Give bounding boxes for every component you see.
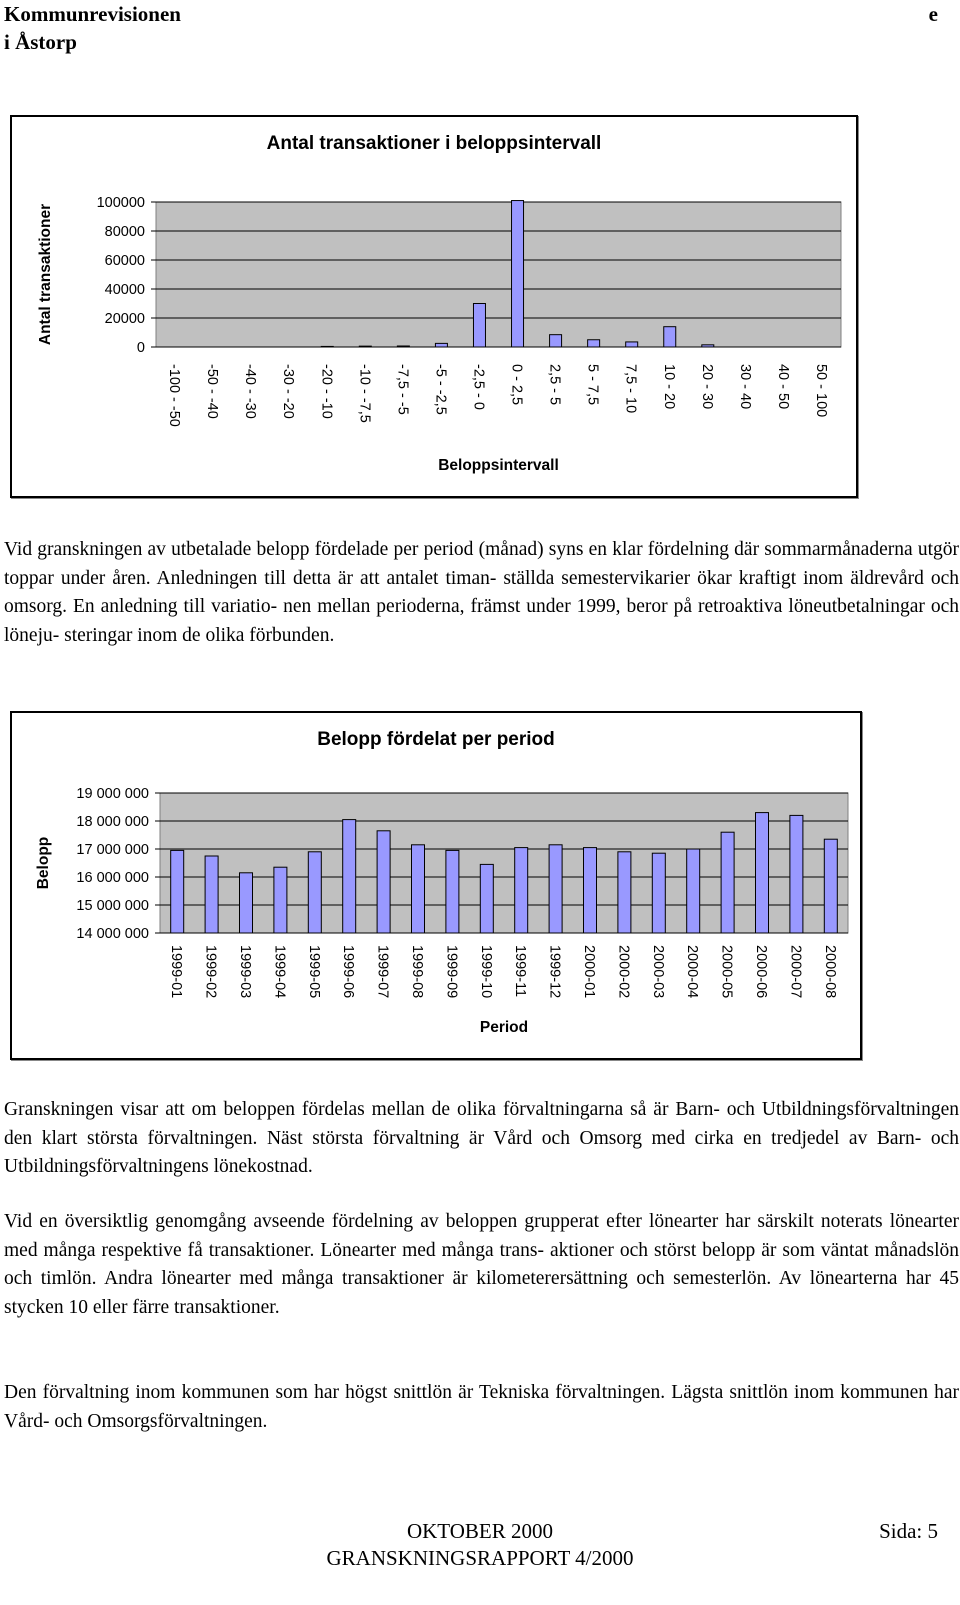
x-tick-label: -30 - -20 [280, 364, 297, 419]
y-tick-label: 100000 [96, 195, 145, 211]
bar [359, 346, 371, 347]
bar [790, 815, 803, 933]
bar [171, 850, 184, 933]
x-tick-label: 1999-07 [374, 945, 391, 999]
bar [618, 852, 631, 933]
bar [721, 832, 734, 933]
paragraph-period-distribution: Vid granskningen av utbetalade belopp fördelade per period (månad) syns en klar fördelning där sommarmånaderna utgör toppar under åren. Anledningen till detta är att antalet timan- ställda semestervikarier ökar kraftigt inom äldrevård och omsorg. En anledning till variatio- nen mellan perioderna, främst under 1999, beror på retroaktiva löneutbetalningar och löneju- steringar inom de olika förbunden. [4, 539, 959, 646]
bar [205, 856, 218, 933]
bar [687, 849, 700, 933]
x-tick-label: 2000-03 [649, 945, 666, 999]
chart-plot [12, 117, 856, 496]
y-tick-label: 80000 [104, 224, 145, 240]
x-tick-label: -5 - -2,5 [432, 364, 449, 415]
x-tick-label: 1999-01 [168, 945, 185, 999]
y-tick-label: 0 [136, 340, 145, 356]
plot-area [156, 202, 841, 347]
header-mark: e [928, 2, 938, 26]
bar [664, 327, 676, 347]
y-tick-label: 60000 [104, 253, 145, 269]
x-tick-label: 1999-03 [237, 945, 253, 999]
organization-name: Kommunrevisionen [4, 2, 181, 26]
x-tick-label: 2000-01 [581, 945, 597, 999]
bar [584, 848, 597, 933]
x-tick-label: 5 - 7,5 [584, 364, 601, 406]
y-tick-label: 20000 [104, 311, 145, 327]
x-tick-label: 0 - 2,5 [508, 364, 525, 406]
bar [473, 304, 485, 348]
x-tick-label: 30 - 40 [736, 364, 753, 410]
x-tick-label: 1999-11 [512, 945, 529, 998]
x-tick-label: 1999-06 [340, 945, 357, 999]
amount-per-period-chart [10, 711, 862, 1060]
bar [240, 873, 253, 933]
x-tick-label: 1999-12 [546, 945, 563, 999]
bar [588, 340, 600, 347]
x-tick-label: 2000-04 [684, 945, 701, 999]
page-header-organization [4, 0, 181, 56]
footer-page-number: Sida: 5 [879, 1519, 938, 1543]
y-tick-label: 18 000 000 [76, 814, 149, 830]
x-tick-label: -100 - -50 [166, 364, 183, 427]
bar [308, 852, 321, 933]
y-tick-label: 14 000 000 [76, 926, 149, 942]
y-tick-label: 16 000 000 [76, 870, 149, 886]
x-tick-label: 2000-07 [787, 945, 804, 999]
bar [512, 201, 524, 347]
x-tick-label: 1999-09 [443, 945, 460, 999]
transaction-count-chart [10, 115, 858, 498]
x-tick-label: 1999-10 [477, 945, 494, 999]
x-tick-label: -20 - -10 [318, 364, 335, 419]
x-tick-label: -2,5 - 0 [470, 364, 487, 410]
x-tick-label: 1999-04 [271, 945, 288, 999]
bar [412, 845, 425, 933]
x-tick-label: 7,5 - 10 [622, 364, 639, 414]
paragraph-average-salary: Den förvaltning inom kommunen som har högst snittlön är Tekniska förvaltningen. Lägsta snittlön inom kommunen har Vård- och Omsorgsförvaltningen. [4, 1382, 959, 1432]
y-tick-label: 40000 [104, 282, 145, 298]
bar [550, 335, 562, 347]
chart-title: Belopp fördelat per period [317, 729, 555, 750]
chart-title: Antal transaktioner i beloppsintervall [266, 133, 602, 154]
bar [397, 346, 409, 347]
x-tick-label: 10 - 20 [660, 364, 677, 410]
x-tick-label: 2000-08 [821, 945, 838, 999]
x-tick-label: 1999-02 [202, 945, 219, 999]
x-tick-label: 1999-08 [409, 945, 425, 999]
bar [446, 850, 459, 933]
footer-date: OKTOBER 2000 [406, 1519, 554, 1543]
plot-area [160, 793, 848, 933]
bar [480, 864, 493, 933]
bar [515, 848, 528, 933]
x-tick-label: 2,5 - 5 [546, 364, 563, 406]
x-axis-title: Beloppsintervall [438, 457, 559, 474]
x-tick-label: 1999-05 [305, 945, 322, 999]
bar [274, 867, 287, 933]
bar [321, 346, 333, 347]
bar [626, 342, 638, 347]
x-tick-label: 20 - 30 [698, 364, 715, 410]
x-tick-label: -50 - -40 [204, 364, 221, 419]
organization-location: i Åstorp [4, 30, 77, 54]
x-tick-label: 2000-02 [615, 945, 632, 999]
paragraph-administrations: Granskningen visar att om beloppen fördelas mellan de olika förvaltningarna så är Barn- och Utbildningsförvaltningen den klart största förvaltningen. Näst största förvaltning är Vård och Omsorg med cirka en tredjedel av Barn- och Utbildningsförvaltningens lönekostnad. [4, 1099, 959, 1177]
bar [824, 839, 837, 933]
y-axis-title: Antal transaktioner [37, 203, 54, 346]
y-tick-label: 17 000 000 [76, 842, 149, 858]
bar [702, 345, 714, 347]
bar [756, 813, 769, 933]
x-tick-label: -10 - -7,5 [356, 364, 373, 423]
paragraph-wage-types: Vid en översiktlig genomgång avseende fördelning av beloppen grupperat efter lönearter har särskilt noterats lönearter med många respektive få transaktioner. Lönearter med många trans- aktioner och störst belopp är som väntat månadslön och timlön. Andra lönearter med många transaktioner är kilometerersättning och semesterlön. Av lönearterna har 45 stycken 10 eller färre transaktioner. [4, 1211, 959, 1318]
x-tick-label: 2000-05 [718, 945, 735, 999]
x-tick-label: 2000-06 [753, 945, 769, 999]
x-tick-label: -40 - -30 [242, 364, 259, 419]
y-tick-label: 15 000 000 [76, 898, 149, 914]
footer-report-id: GRANSKNINGSRAPPORT 4/2000 [326, 1546, 634, 1570]
bar [377, 831, 390, 933]
x-tick-label: 50 - 100 [812, 364, 829, 418]
y-axis-title: Belopp [35, 836, 52, 890]
bar [435, 343, 447, 347]
bar [652, 853, 665, 933]
chart-plot [12, 713, 860, 1058]
x-tick-label: -7,5 - -5 [394, 364, 411, 415]
bar [343, 820, 356, 933]
x-axis-title: Period [479, 1019, 529, 1036]
y-tick-label: 19 000 000 [76, 786, 149, 802]
x-tick-label: 40 - 50 [774, 364, 791, 410]
bar [549, 845, 562, 933]
